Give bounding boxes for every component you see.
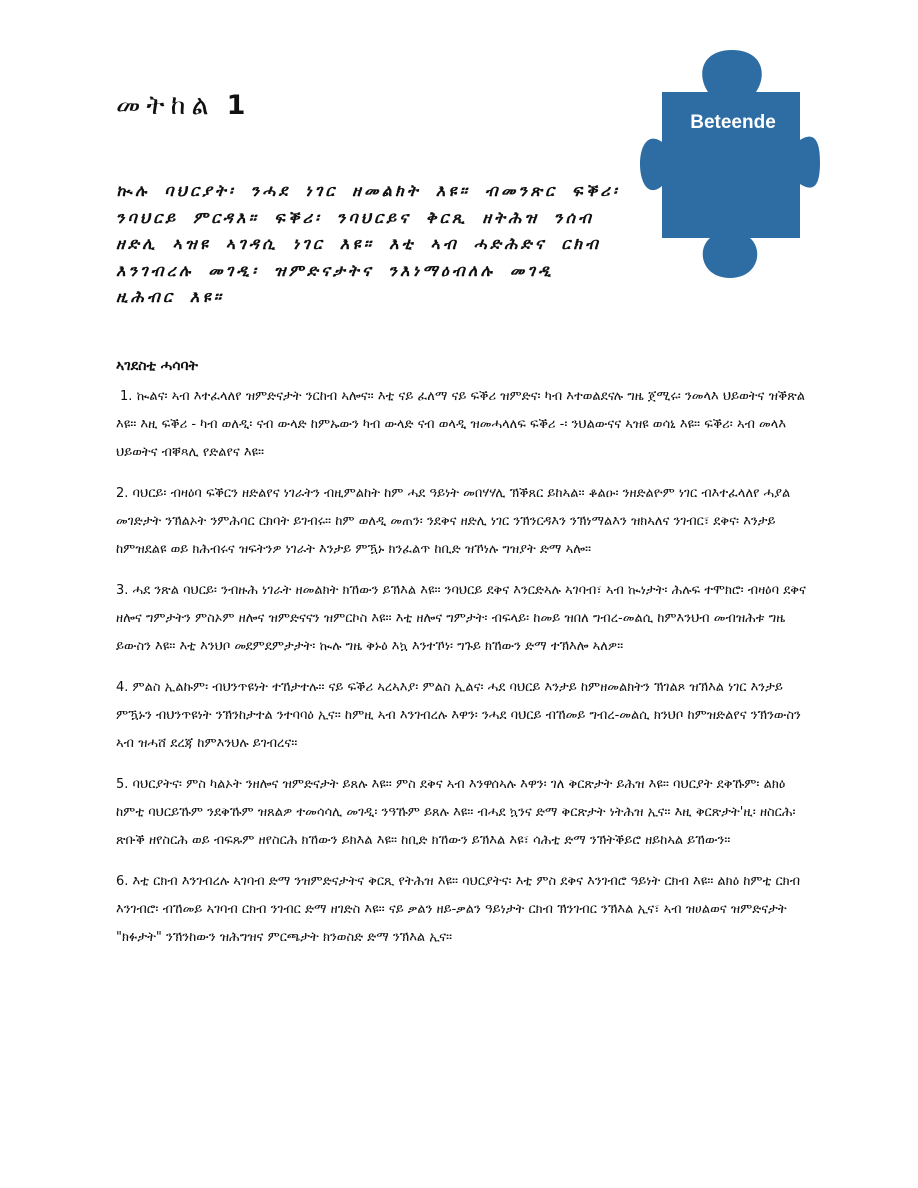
chapter-heading (116, 90, 245, 122)
paragraph-5: 5. ባህርያትና፡ ምስ ካልኦት ንዘሎና ዝምድናታት ይጸሉ እዩ። ምስ ደቅና ኣብ እንዋሰኣሉ እዋን፡ ገለ ቅርጽታት ይሕዝ እዩ። ባህርያት ደቅኹም፡ ልክዕ ከምቲ ባህርይኹም ንደቅኹም ዝጸልዎ ተመሳሳሊ መገዲ፡ ንዓኹም ይጸሉ እዩ። ብሓደ ኳንና ድማ ቅርጽታት ነትሕዝ ኢና። እዚ ቅርጽታት'ዚ፡ ዘስርሕ፡ ጽቡቕ ዘየስርሕ ወይ ብፍጹም ዘየስርሕ ክኸውን ይክእል እዩ። ከቢድ ክኸውን ይኽእል እዩ፣ ሳሕቲ ድማ ንኽትቕይሮ ዘይከኣል ይኸውን። (116, 777, 796, 848)
main-content (116, 356, 806, 965)
paragraph-2: 2. ባህርይ፡ ብዛዕባ ፍቕርን ዘድልየና ነገራትን ብዚምልከት ከም ሓደ ዓይነት መበሃሃሊ ኽቕጸር ይከኣል። ቆልዑ፡ ንዘድልዮም ነገር ብእተፈላለየ ሓያል መገድታት ንኽልኦት ንምሕባር ርክባት ይገብሩ። ከም ወለዲ መጠን፡ ንደቅና ዘድሊ ነገር ንኽንርዳእን ንኽነማልእን ዝክኣለና ንገብር፣ ደቅና፡ እንታይ ከምዝደልዩ ወይ ክሕብሩና ዝፍትንዎ ነገራት እንታይ ምዃኑ ክንፈልጥ ከቢድ ዝኾነሉ ግዝያት ድማ ኣሎ። (116, 486, 791, 557)
badge-label: Beteende (690, 112, 776, 133)
puzzle-piece-badge (640, 50, 820, 280)
section-title: ኣገደስቲ ሓሳባት (116, 358, 198, 374)
paragraph-1: 1. ኲልና፡ ኣብ እተፈላለየ ዝምድናታት ንርከብ ኣሎና። እቲ ናይ ፈለማ ናይ ፍቕሪ ዝምድና፡ ካብ እተወልደናሉ ግዜ ጀሚሩ፡ ንመላእ ህይወትና ዝቕጽል እዩ። እዚ ፍቕሪ - ካብ ወለዲ፡ ናብ ውላድ ከምኡውን ካብ ውላድ ናብ ወላዲ ዝመሓላለፍ ፍቕሪ -፡ ንህልውናና ኣዝዩ ወሳኒ እዩ። ፍቕሪ፡ ኣብ መላእ ህይወትና ብቐጻሊ የድልየና እዩ። (116, 389, 806, 460)
chapter-number: 1 (226, 90, 246, 121)
paragraph-6: 6. እቲ ርክብ እንገብረሉ ኣገባብ ድማ ንዝምድናታትና ቅርጺ የትሕዝ እዩ። ባህርያትና፡ እቲ ምስ ደቅና እንገብሮ ዓይነት ርክብ እዩ። ልክዕ ከምቲ ርክብ እንገብሮ፡ ብኸመይ ኣገባብ ርክብ ንገብር ድማ ዘገድስ እዩ። ናይ ቃልን ዘይ-ቃልን ዓይነታት ርክብ ኽንገብር ንኽእል ኢና፣ ኣብ ዝሀልወና ዝምድናታት "ክፉታት" ንኽንከውን ዝሕግዝና ምርጫታት ክንወስድ ድማ ንኽእል ኢና። (116, 874, 801, 945)
paragraph-3: 3. ሓደ ንጽል ባህርይ፡ ንብዙሕ ነገራት ዘመልክት ክኸውን ይኽእል እዩ። ንባህርይ ደቅና እንርድኣሉ ኣገባብ፣ ኣብ ኲነታት፡ ሕሉፍ ተሞክሮ፡ ብዛዕባ ደቅና ዘሎና ግምታትን ምስኦም ዘሎና ዝምድናናን ዝምርኮስ እዩ። እቲ ዘሎና ግምታት፡ ብፍላይ፡ ከመይ ዝበለ ግብረ-መልሲ ከምእንህብ መብዝሕቱ ግዜ ይውስን እዩ። እቲ እንህቦ መደምደምታታት፡ ኲሉ ግዜ ቅኑዕ እኳ እንተኾነ፡ ግጉይ ክኸውን ድማ ተኽእሎ ኣለዎ። (116, 583, 806, 654)
puzzle-piece-icon (640, 50, 820, 278)
paragraph-4: 4. ምልስ ኢልኩም፡ ብህንጥዩነት ተኸታተሉ። ናይ ፍቕሪ ኣረኣእያ፡ ምልስ ኢልና፡ ሓደ ባህርይ እንታይ ከምዘመልክትን ኽገልጾ ዝኽእል ነገር እንታይ ምዃኑን ብህንጥዩነት ንኽንከታተል ንተባባዕ ኢና። ከምዚ ኣብ እንገብረሉ እዋን፡ ንሓደ ባህርይ ብኸመይ ግብረ-መልሲ ክንህቦ ከምዝድልየና ንኽንውስን ኣብ ዝሓሸ ደረጃ ከምእንህሉ ይገብረና። (116, 680, 801, 751)
intro-text: ኲሉ ባህርያት፡ ንሓደ ነገር ዘመልክት እዩ። ብመንጽር ፍቕሪ፡ ንባህርይ ምርዳእ። ፍቕሪ፡ ንባህርይና ቅርጺ ዘትሕዝ ንሰብ ዘድሊ ኣዝዩ ኣገዳሲ ነገር እዩ። እቲ ኣብ ሓድሕድና ርክብ እንገብረሉ መገዲ፡ ዝምድናታትና ንእነማዕብለሉ መገዲ ዚሕብር እዩ። (116, 181, 620, 306)
chapter-word: መትከል (116, 90, 215, 121)
